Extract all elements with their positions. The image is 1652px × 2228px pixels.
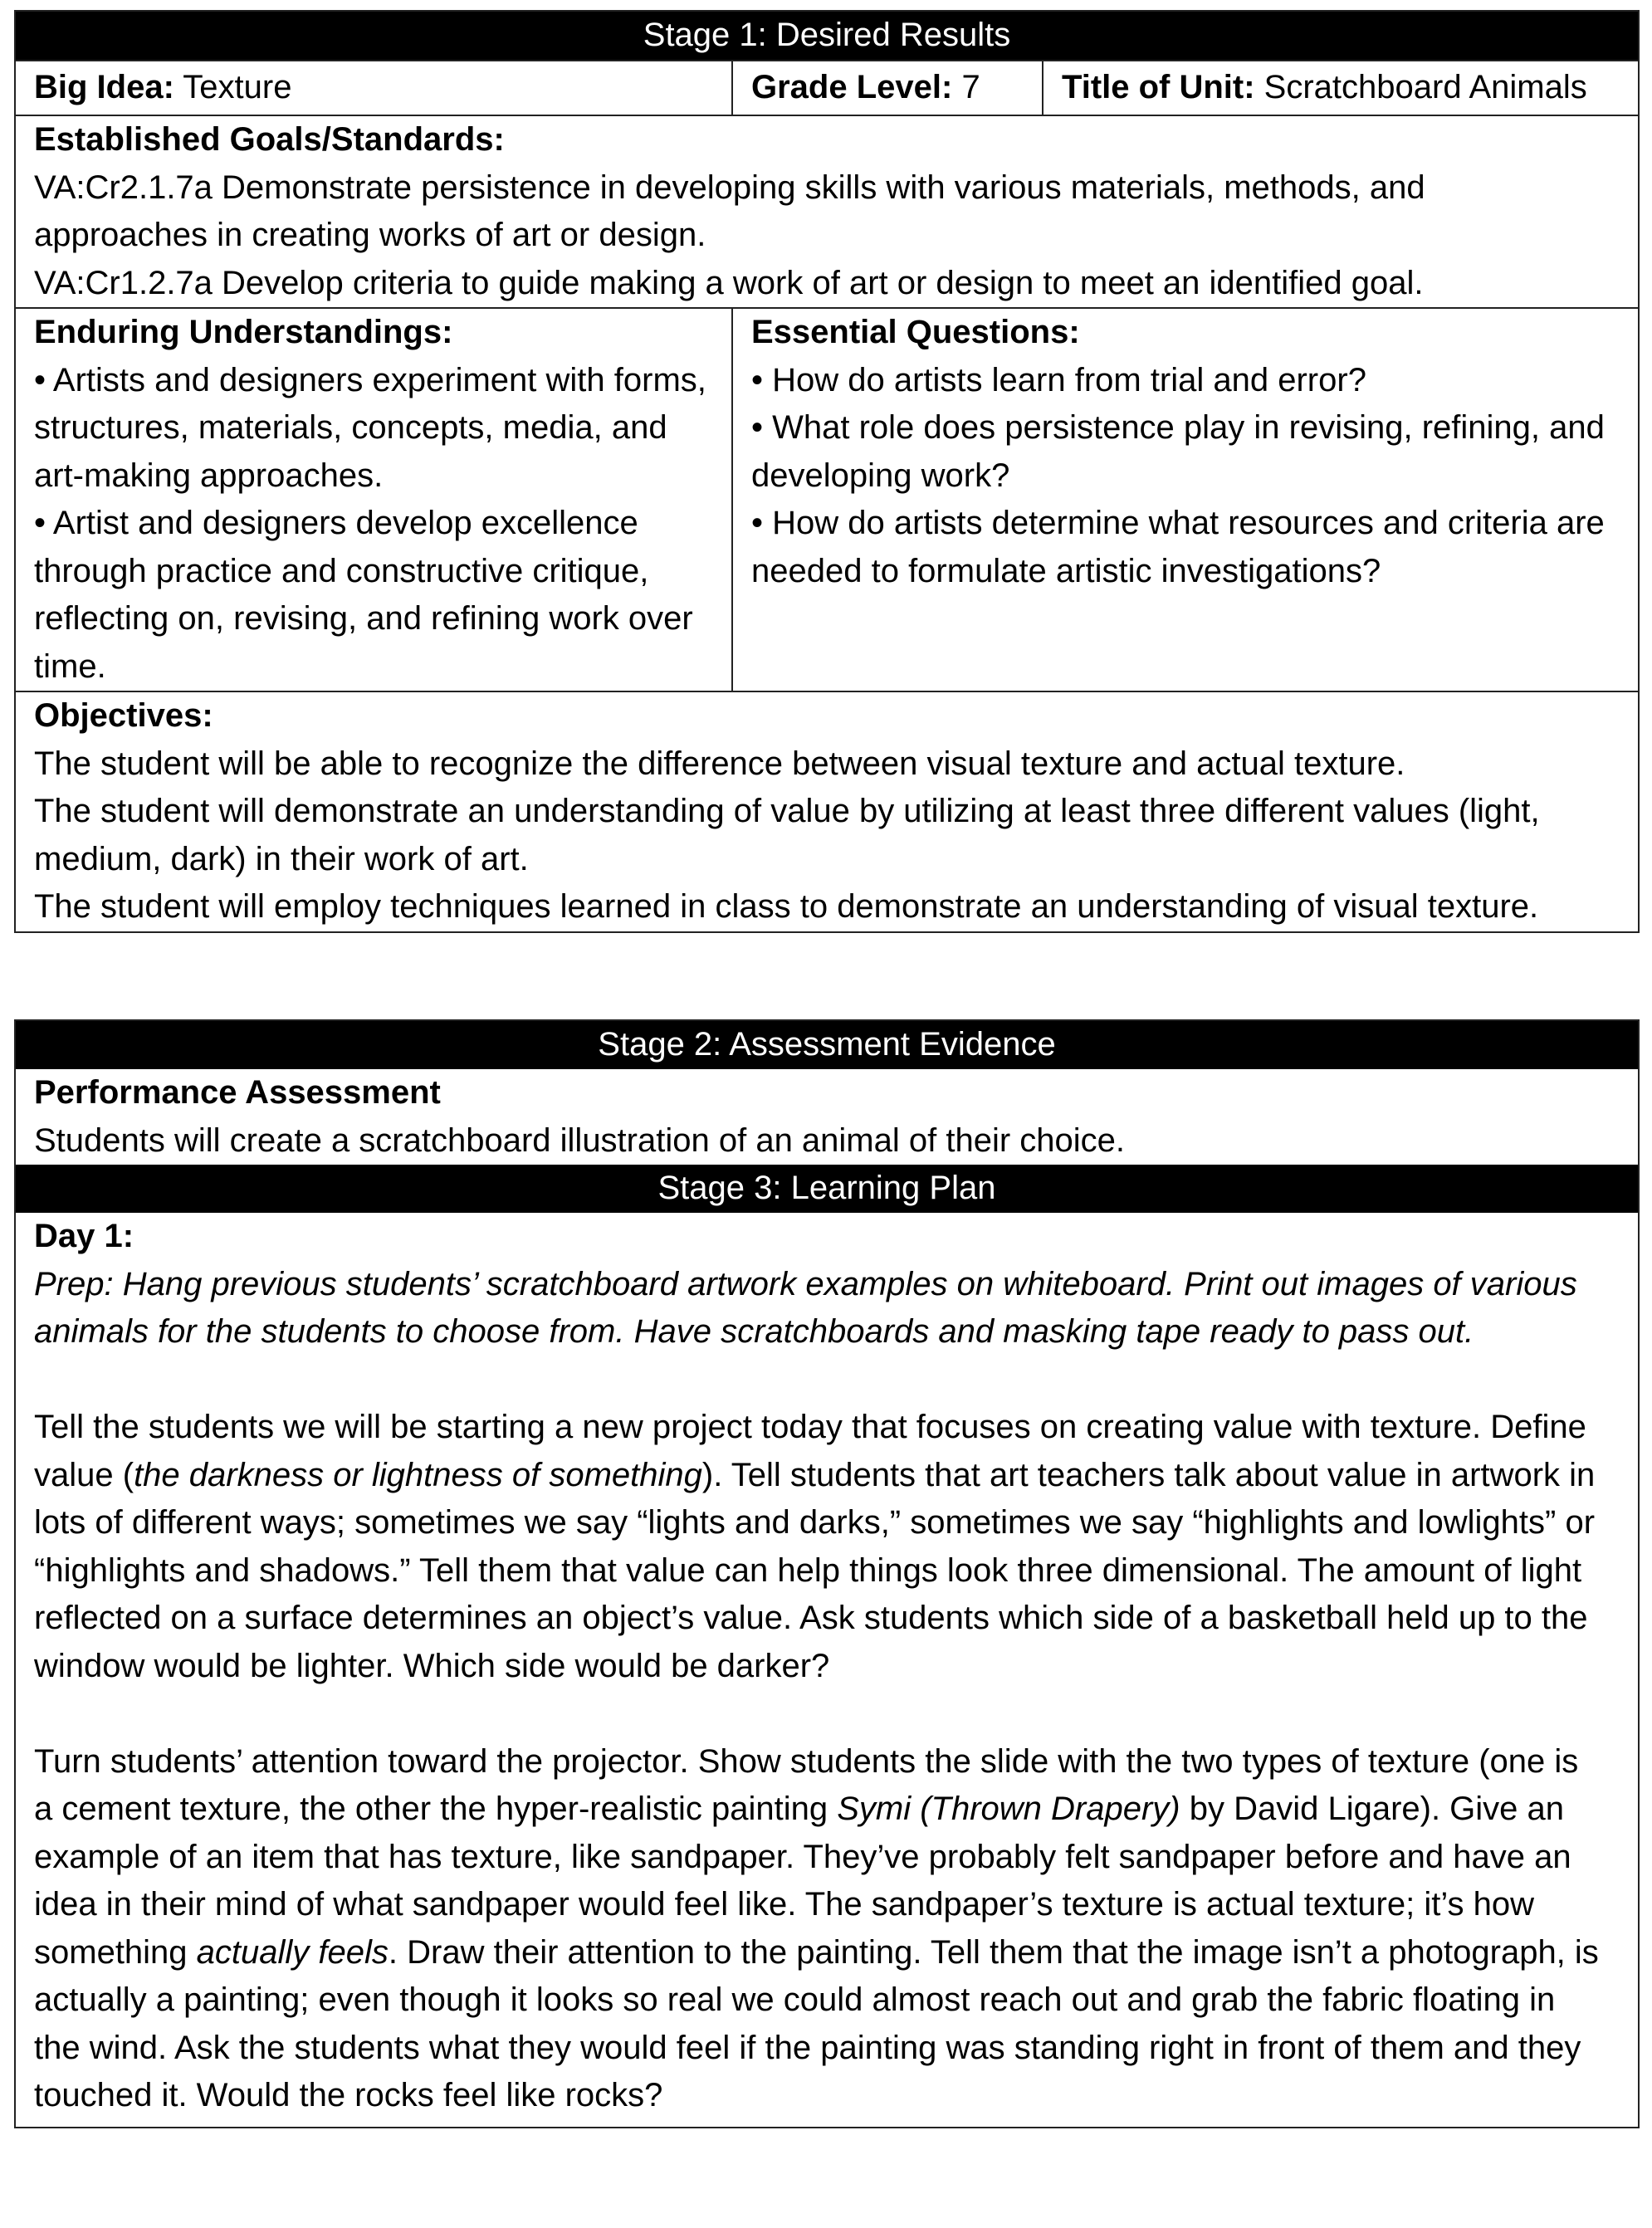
question-item: • How do artists learn from trial and error? xyxy=(751,361,1366,398)
day-label: Day 1: xyxy=(34,1218,134,1254)
grade-level-cell xyxy=(733,61,1043,115)
objective-item: The student will employ techniques learned in class to demonstrate an understanding of visual texture. xyxy=(34,888,1539,925)
stage1-header: Stage 1: Desired Results xyxy=(16,12,1638,60)
spacer xyxy=(34,1690,1605,1738)
grade-level-value: 7 xyxy=(952,69,980,105)
lesson-paragraph-2 xyxy=(34,1738,1605,2120)
unit-title-value: Scratchboard Animals xyxy=(1254,69,1587,105)
questions-label: Essential Questions: xyxy=(751,314,1080,350)
stage3-header: Stage 3: Learning Plan xyxy=(16,1165,1638,1213)
stage2-header: Stage 2: Assessment Evidence xyxy=(16,1021,1638,1069)
performance-label: Performance Assessment xyxy=(34,1074,441,1111)
understanding-item: • Artists and designers experiment with forms, structures, materials, concepts, media, and art-making approaches. xyxy=(34,361,706,494)
big-idea-label: Big Idea: xyxy=(34,69,174,105)
unit-title-cell xyxy=(1043,61,1638,115)
lesson-paragraph-1 xyxy=(34,1404,1605,1690)
essential-questions-cell xyxy=(733,309,1638,691)
para2-text-cont: by David Ligare). Give an example of an item that has texture, like sandpaper. They’ve probably felt sandpaper before and have an idea in their mind of what sandpaper would feel like. The sandpaper’s texture is actual texture; it’s how something xyxy=(34,1791,1571,1971)
objectives-label: Objectives: xyxy=(34,697,213,734)
objective-item: The student will demonstrate an understanding of value by utilizing at least three different values (light, medium, dark) in their work of art. xyxy=(34,793,1540,877)
actually-feels-phrase: actually feels xyxy=(196,1933,389,1971)
prep-text: Prep: Hang previous students’ scratchboard artwork examples on whiteboard. Print out images of various animals for the students to choose from. Have scratchboards and masking tape ready to pass out. xyxy=(34,1265,1577,1350)
para1-text: Tell the students we will be starting a new project today that focuses on creating value with texture. Define value ( xyxy=(34,1409,1586,1493)
stage1-table xyxy=(14,10,1640,933)
question-item: • What role does persistence play in revising, refining, and developing work? xyxy=(751,409,1605,494)
goals-label: Established Goals/Standards: xyxy=(34,121,505,158)
goal-item: VA:Cr1.2.7a Develop criteria to guide making a work of art or design to meet an identified goal. xyxy=(34,264,1424,301)
objectives-section xyxy=(16,691,1638,931)
grade-level-label: Grade Level: xyxy=(751,69,953,105)
understanding-item: • Artist and designers develop excellence through practice and constructive critique, reflecting on, revising, and refining work over time. xyxy=(34,505,693,685)
understandings-questions-row xyxy=(16,307,1638,691)
para2-text: Turn students’ attention toward the projector. Show students the slide with the two types of texture (one is a cement texture, the other the hyper-realistic painting xyxy=(34,1742,1579,1827)
performance-assessment-section xyxy=(16,1069,1638,1165)
unit-title-label: Title of Unit: xyxy=(1062,69,1255,105)
objective-item: The student will be able to recognize the difference between visual texture and actual texture. xyxy=(34,745,1405,782)
learning-plan-section xyxy=(16,1213,1638,2127)
big-idea-value: Texture xyxy=(174,69,292,105)
goal-item: VA:Cr2.1.7a Demonstrate persistence in developing skills with various materials, methods, and approaches in creating works of art or design. xyxy=(34,169,1425,253)
understandings-label: Enduring Understandings: xyxy=(34,314,453,350)
enduring-understandings-cell xyxy=(16,309,733,691)
unit-info-row xyxy=(16,60,1638,115)
spacer xyxy=(34,1356,1605,1405)
question-item: • How do artists determine what resources and criteria are needed to formulate artistic investigations? xyxy=(751,505,1605,589)
painting-title: Symi (Thrown Drapery) xyxy=(837,1791,1180,1827)
big-idea-cell xyxy=(16,61,733,115)
para2-text-end: . Draw their attention to the painting. Tell them that the image isn’t a photograph, is actually a painting; even though it looks so real we could almost reach out and grab the fabric floating in the wind. Ask the students what they would feel if the painting was standing right in front of them and they touched it. Would the rocks feel like rocks? xyxy=(34,1933,1599,2113)
value-definition: the darkness or lightness of something xyxy=(134,1456,702,1493)
performance-text: Students will create a scratchboard illustration of an animal of their choice. xyxy=(34,1121,1126,1159)
para1-text-cont: ). Tell students that art teachers talk about value in artwork in lots of different ways; sometimes we say “lights and darks,” sometimes we say “highlights and lowlights” or “highlights and shadows.” Tell them that value can help things look three dimensional. The amount of light reflected on a surface determines an object’s value. Ask students which side of a basketball held up to the window would be lighter. Which side would be darker? xyxy=(34,1456,1596,1684)
goals-section xyxy=(16,115,1638,307)
stage2-3-table xyxy=(14,1019,1640,2128)
